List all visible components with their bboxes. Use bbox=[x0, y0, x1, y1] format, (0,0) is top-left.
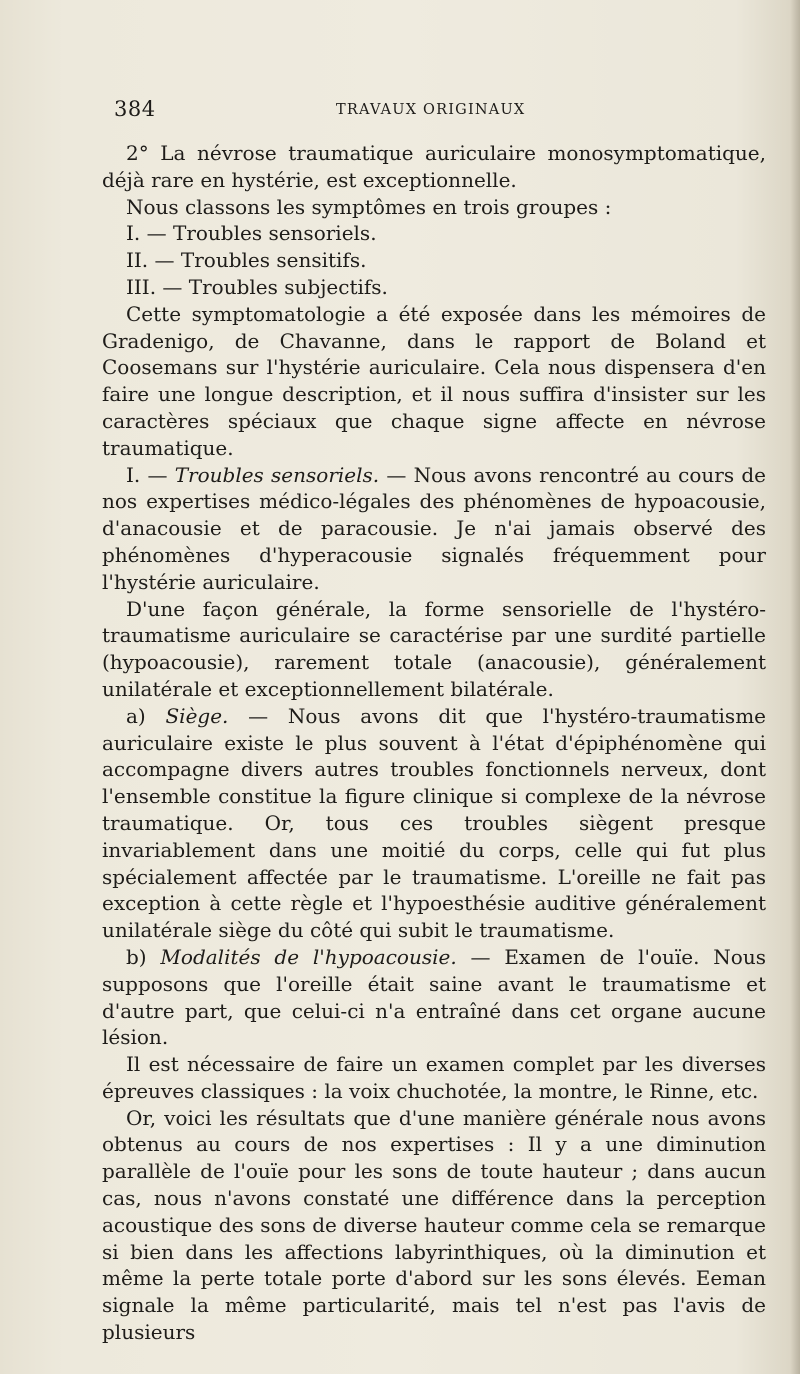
group-item-2: II. — Troubles sensitifs. bbox=[126, 248, 367, 273]
paragraph-modalites bbox=[102, 944, 766, 1051]
paragraph-1: 2° La névrose traumatique auriculaire monosymptomatique, déjà rare en hystérie, est exceptionnelle. bbox=[102, 141, 766, 192]
section-text: — Nous avons rencontré au cours de nos expertises médico-légales des phénomènes de hypoacousie, d'anacousie et de paracousie. Je n'ai jamais observé des phénomènes d'hyperacousie signalés fréquemment pour l'hystérie auriculaire. bbox=[102, 462, 766, 594]
paragraph-siege bbox=[102, 703, 766, 944]
page-edge-shadow bbox=[790, 0, 800, 1374]
subsection-letter: a) bbox=[126, 703, 166, 728]
subsection-text: — Examen de l'ouïe. Nous supposons que l'oreille était saine avant le traumatisme et d'autre part, que celui-ci n'a entraîné dans cet organe aucune lésion. bbox=[102, 944, 766, 1050]
running-title: TRAVAUX ORIGINAUX bbox=[336, 102, 526, 118]
group-item-1: I. — Troubles sensoriels. bbox=[126, 221, 377, 246]
subsection-letter: b) bbox=[126, 944, 161, 969]
subsection-heading: Modalités de l'hypoacousie. bbox=[160, 944, 457, 969]
page-header bbox=[114, 96, 754, 124]
section-number: I. — bbox=[126, 462, 175, 487]
page-number: 384 bbox=[114, 97, 156, 121]
group-item-3: III. — Troubles subjectifs. bbox=[126, 274, 388, 299]
page-body bbox=[102, 140, 766, 1346]
paragraph-8: D'une façon générale, la forme sensorielle de l'hystéro-traumatisme auriculaire se caractérise par une surdité partielle (hypoacousie), rarement totale (anacousie), généralement unilatérale et exceptionnellement bilatérale. bbox=[102, 596, 766, 701]
subsection-text: — Nous avons dit que l'hystéro-traumatisme auriculaire existe le plus souvent à l'état d'épiphénomène qui accompagne divers autres troubles fonctionnels nerveux, dont l'ensemble constitue la figure clinique si complexe de la névrose traumatique. Or, tous ces troubles siègent presque invariablement dans une moitié du corps, celle qui fut plus spécialement affectée par le traumatisme. L'oreille ne fait pas exception à cette règle et l'hypoesthésie auditive généralement unilatérale siège du côté qui subit le traumatisme. bbox=[102, 703, 766, 943]
section-heading: Troubles sensoriels. bbox=[174, 462, 380, 487]
subsection-heading: Siège. bbox=[165, 703, 229, 728]
paragraph-2: Nous classons les symptômes en trois groupes : bbox=[126, 194, 612, 219]
paragraph-12: Or, voici les résultats que d'une manière générale nous avons obtenus au cours de nos expertises : Il y a une diminution parallèle de l'ouïe pour les sons de toute hauteur ; dans aucun cas, nous n'avons constaté une différence dans la perception acoustique des sons de diverse hauteur comme cela se remarque si bien dans les affections labyrinthiques, où la diminution et même la perte totale porte d'abord sur les sons élevés. Eeman signale la même particularité, mais tel n'est pas l'avis de plusieurs bbox=[102, 1105, 766, 1345]
paragraph-troubles-sensoriels bbox=[102, 462, 766, 596]
paragraph-6: Cette symptomatologie a été exposée dans les mémoires de Gradenigo, de Chavanne, dans le rapport de Boland et Coosemans sur l'hystérie auriculaire. Cela nous dispensera d'en faire une longue description, et il nous suffira d'insister sur les caractères spéciaux que chaque signe affecte en névrose traumatique. bbox=[102, 301, 766, 460]
paragraph-11: Il est nécessaire de faire un examen complet par les diverses épreuves classiques : la voix chuchotée, la montre, le Rinne, etc. bbox=[102, 1052, 766, 1103]
